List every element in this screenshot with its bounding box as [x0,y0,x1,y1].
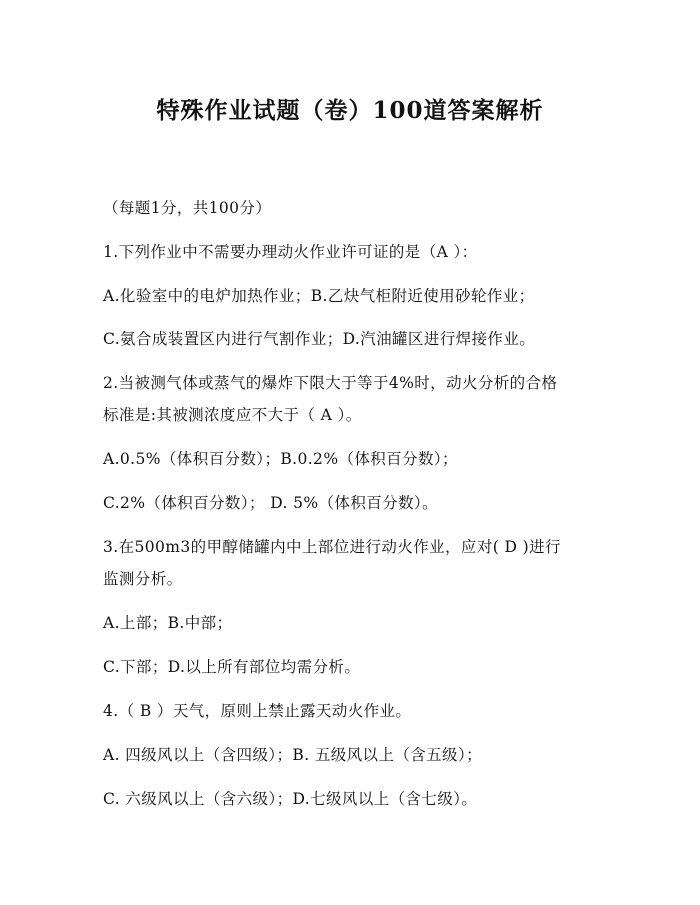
question-4-options-ab: A. 四级风以上（含四级）；B. 五级风以上（含五级）； [103,746,482,764]
question-1-stem: 1.下列作业中不需要办理动火作业许可证的是（A ）： [103,243,478,261]
question-3-options-ab: A.上部；B.中部； [103,614,233,632]
document-title: 特殊作业试题（卷）100道答案解析 [156,97,544,124]
question-3-options-cd: C.下部；D.以上所有部位均需分析。 [103,658,361,676]
scoring-note: （每题1分，共100分） [103,199,272,217]
question-3-stem: 3.在500m3的甲醇储罐内中上部位进行动火作业，应对( D )进行 [103,538,561,556]
question-4-stem: 4.（ B ）天气，原则上禁止露天动火作业。 [103,702,412,720]
question-1-options-cd: C.氨合成装置区内进行气割作业；D.汽油罐区进行焊接作业。 [103,330,536,348]
question-4-options-cd: C. 六级风以上（含六级）；D.七级风以上（含七级）。 [103,790,478,808]
question-3-stem-continued: 监测分析。 [103,570,183,588]
question-2-options-cd: C.2%（体积百分数）； D. 5%（体积百分数）。 [103,494,438,512]
question-2-stem-continued: 标准是:其被测浓度应不大于（ A ）。 [103,406,362,424]
question-1-options-ab: A.化验室中的电炉加热作业；B.乙炔气柜附近使用砂轮作业； [103,287,535,305]
question-2-stem: 2.当被测气体或蒸气的爆炸下限大于等于4%时，动火分析的合格 [103,374,558,392]
question-2-options-ab: A.0.5%（体积百分数）；B.0.2%（体积百分数）； [103,450,458,468]
